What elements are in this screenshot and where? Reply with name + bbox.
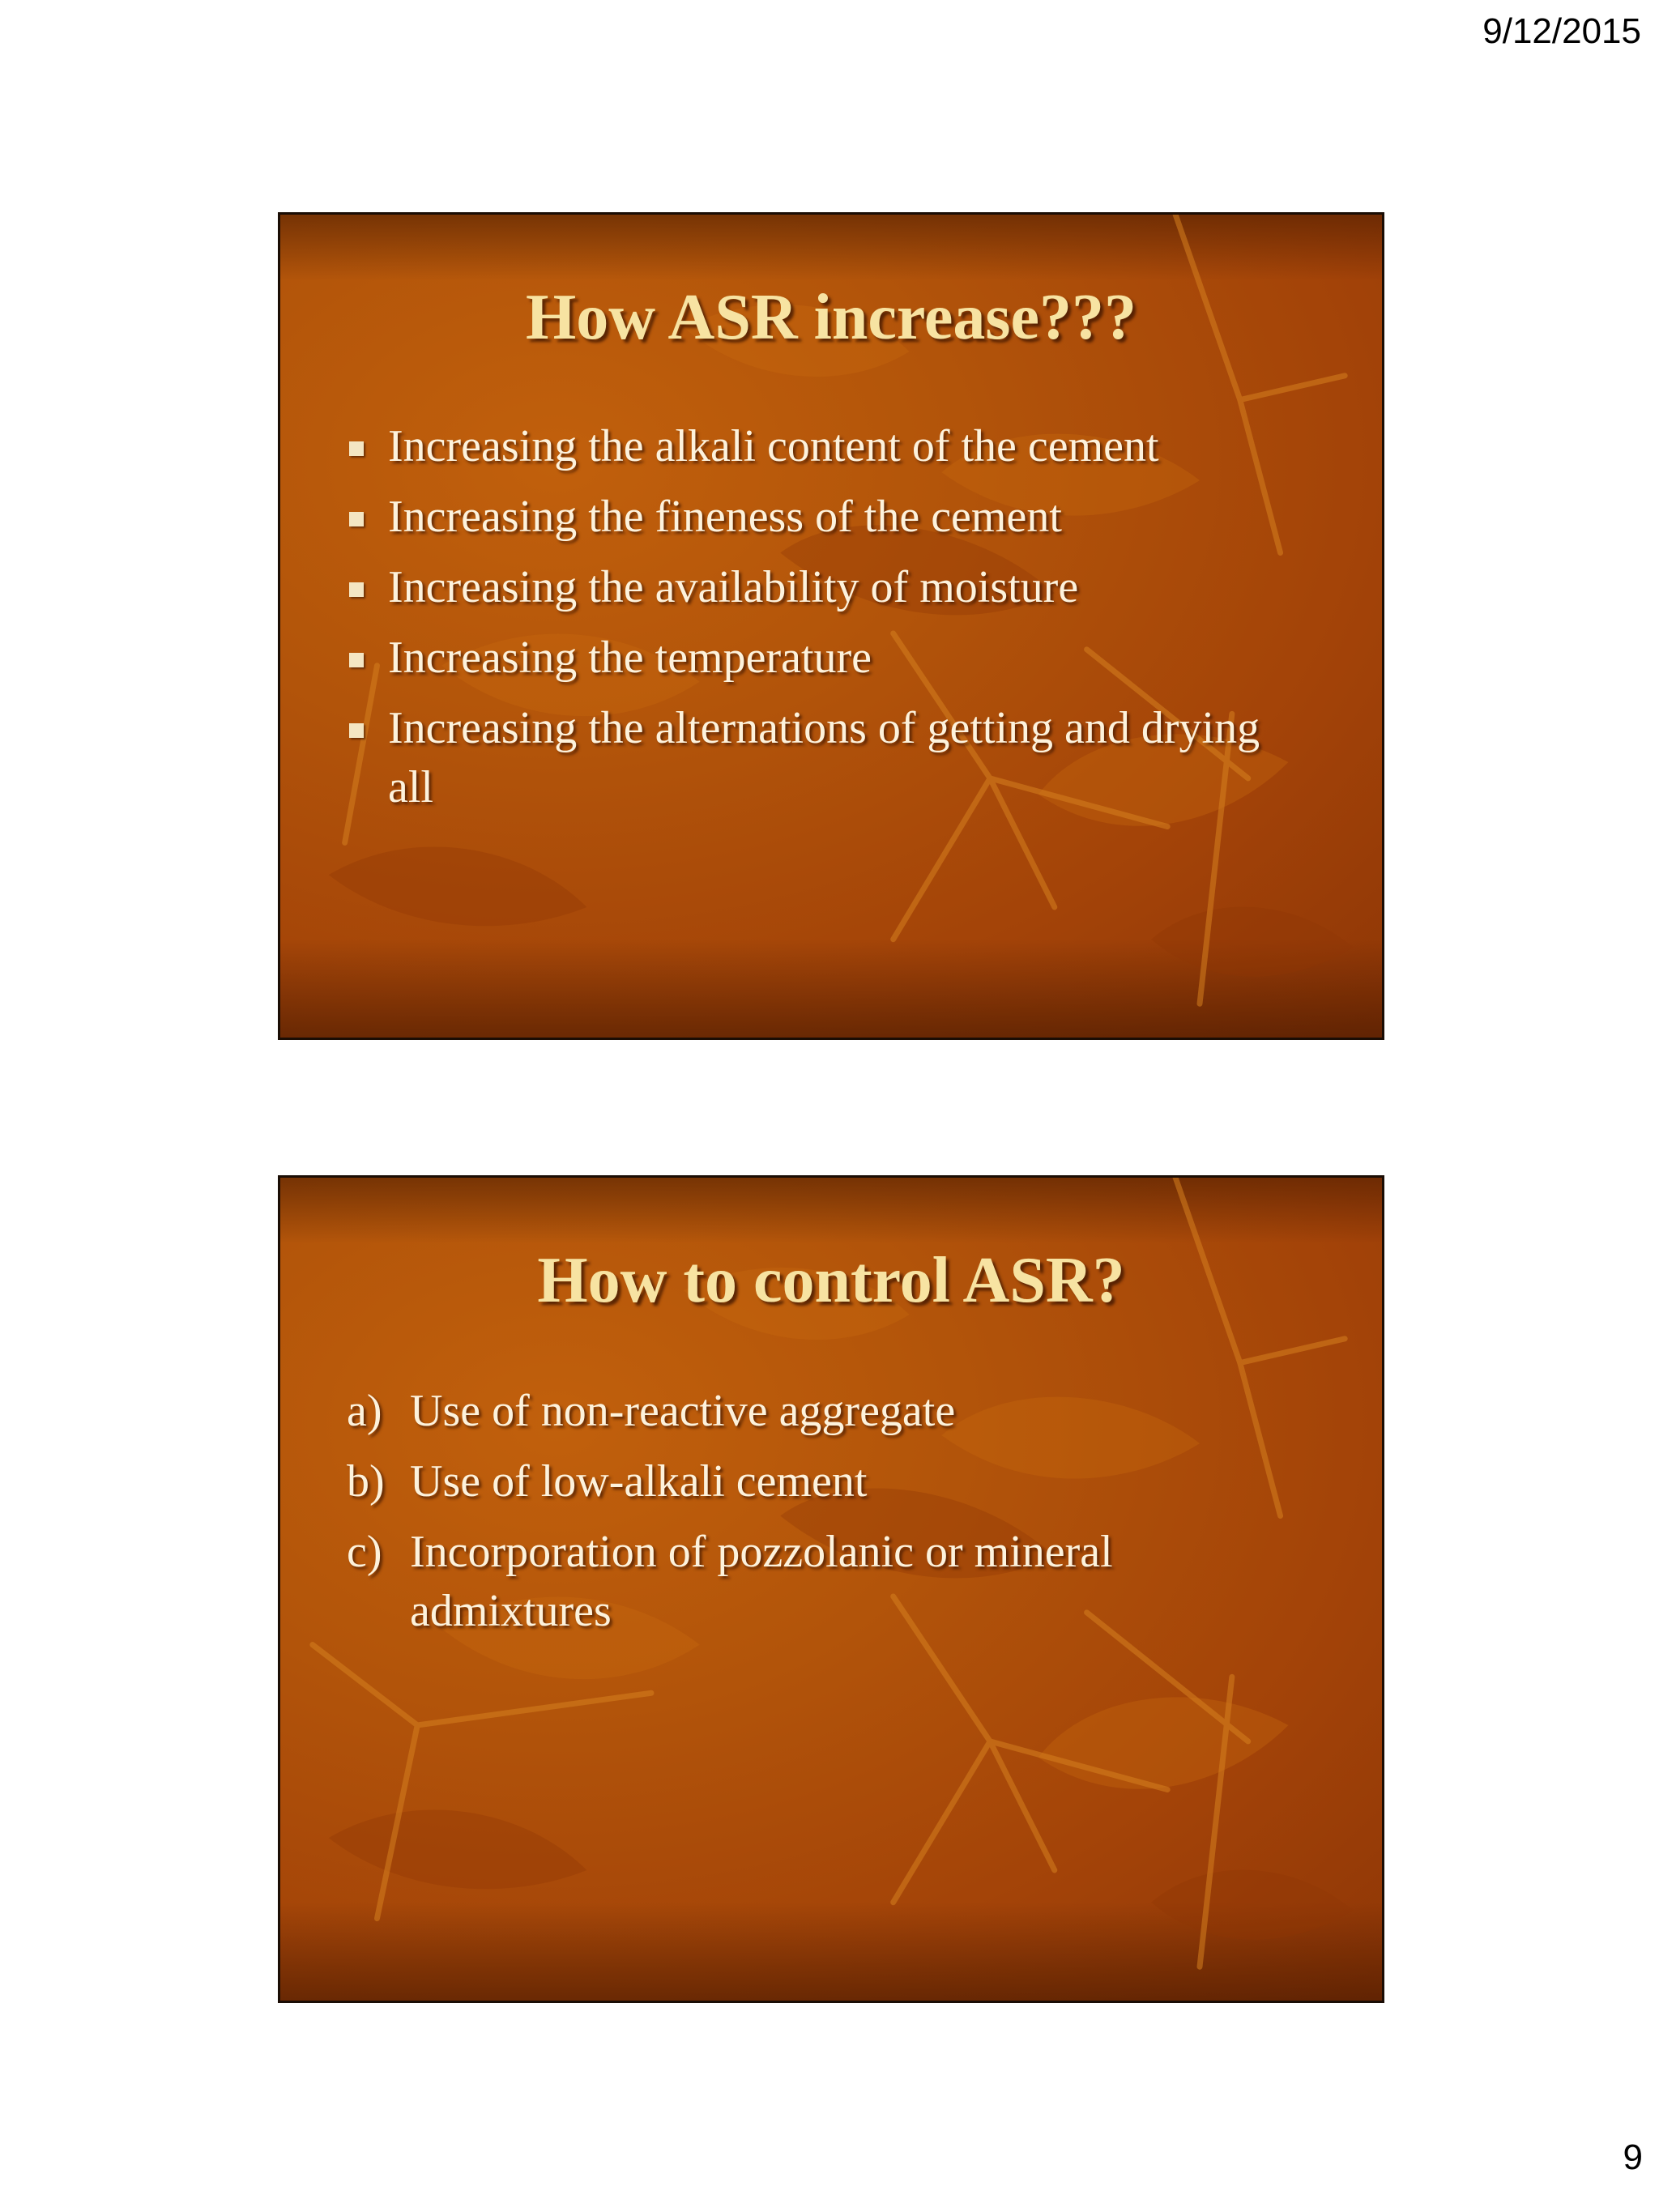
square-bullet-icon (349, 723, 364, 738)
list-item-text: Increasing the fineness of the cement (388, 492, 1062, 542)
list-item (349, 629, 1289, 688)
square-bullet-icon (349, 653, 364, 667)
slide-1 (278, 212, 1384, 1040)
slide-2 (278, 1175, 1384, 2003)
slide-title: How to control ASR? (537, 1245, 1125, 1316)
square-bullet-icon (349, 582, 364, 597)
list-item-text: Use of non-reactive aggregate (410, 1386, 956, 1436)
list-item (347, 1523, 1303, 1641)
list-item (347, 1452, 1303, 1511)
slide-title: How ASR increase??? (525, 282, 1137, 353)
enumerated-list (347, 1382, 1303, 1652)
list-item-marker: c) (347, 1527, 382, 1577)
square-bullet-icon (349, 441, 364, 456)
list-item (349, 417, 1289, 476)
list-item-text: Use of low-alkali cement (410, 1456, 868, 1507)
page-date: 9/12/2015 (1482, 11, 1641, 51)
list-item-text: Increasing the alkali content of the cement (388, 421, 1159, 471)
list-item (349, 699, 1289, 817)
square-bullet-icon (349, 512, 364, 526)
list-item (347, 1382, 1303, 1441)
bullet-list (349, 417, 1289, 829)
list-item-marker: a) (347, 1386, 382, 1436)
list-item-marker: b) (347, 1456, 385, 1507)
page-number: 9 (1623, 2137, 1643, 2177)
list-item-text: Increasing the availability of moisture (388, 562, 1079, 612)
list-item (349, 488, 1289, 547)
list-item-text: Incorporation of pozzolanic or mineral admixtures (410, 1527, 1113, 1636)
list-item-text: Increasing the alternations of getting and drying all (388, 703, 1260, 812)
list-item-text: Increasing the temperature (388, 633, 872, 683)
list-item (349, 558, 1289, 617)
